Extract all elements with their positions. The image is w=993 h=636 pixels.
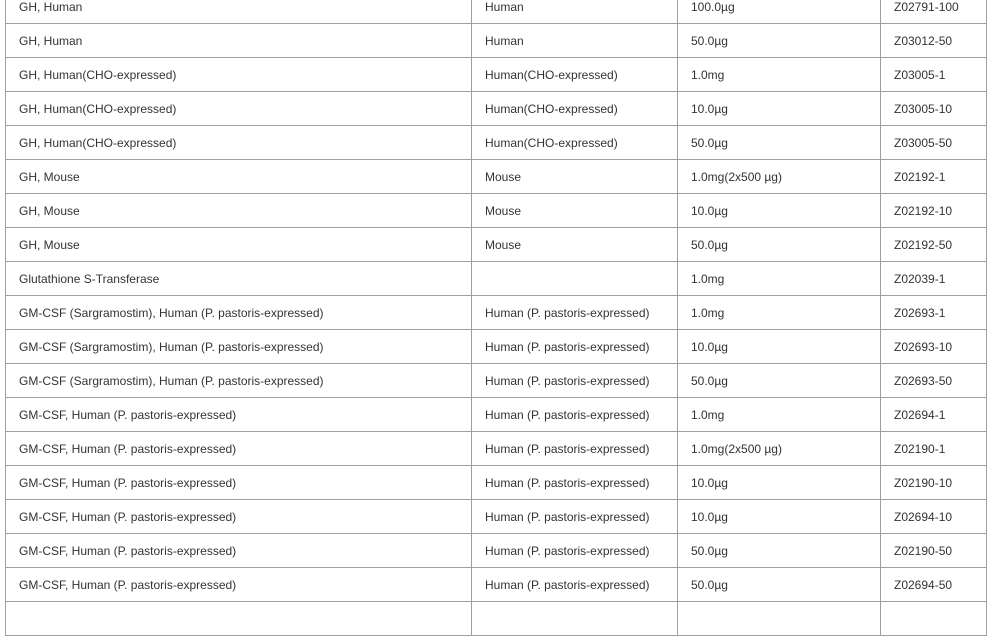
species-cell: Human(CHO-expressed) [472,58,678,92]
table-row [6,24,987,58]
catalog-number-cell: Z02693-1 [881,296,987,330]
species-cell: Human(CHO-expressed) [472,126,678,160]
size-cell: 1.0mg [678,58,881,92]
table-row [6,58,987,92]
table-row [6,228,987,262]
table-row [6,330,987,364]
size-cell: 50.0µg [678,228,881,262]
size-cell: 1.0mg(2x500 µg) [678,432,881,466]
catalog-number-cell [881,602,987,636]
table-row [6,534,987,568]
species-cell: Human (P. pastoris-expressed) [472,568,678,602]
table-row [6,398,987,432]
size-cell [678,602,881,636]
catalog-number-cell: Z02192-10 [881,194,987,228]
table-row [6,194,987,228]
table-row [6,568,987,602]
product-name-cell: GM-CSF, Human (P. pastoris-expressed) [6,568,472,602]
product-name-cell [6,602,472,636]
size-cell: 1.0mg(2x500 µg) [678,160,881,194]
species-cell: Mouse [472,194,678,228]
catalog-number-cell: Z02791-100 [881,0,987,24]
table-row [6,0,987,24]
catalog-number-cell: Z02693-50 [881,364,987,398]
product-name-cell: GH, Human(CHO-expressed) [6,92,472,126]
product-name-cell: GH, Human(CHO-expressed) [6,58,472,92]
species-cell: Human (P. pastoris-expressed) [472,500,678,534]
species-cell: Human (P. pastoris-expressed) [472,534,678,568]
catalog-number-cell: Z02694-50 [881,568,987,602]
size-cell: 50.0µg [678,126,881,160]
catalog-number-cell: Z02190-10 [881,466,987,500]
size-cell: 100.0µg [678,0,881,24]
species-cell: Human (P. pastoris-expressed) [472,296,678,330]
species-cell: Mouse [472,160,678,194]
product-name-cell: GM-CSF (Sargramostim), Human (P. pastoris-expressed) [6,330,472,364]
species-cell: Mouse [472,228,678,262]
catalog-number-cell: Z03005-50 [881,126,987,160]
catalog-number-cell: Z02190-1 [881,432,987,466]
size-cell: 10.0µg [678,466,881,500]
product-table-body [6,0,987,636]
product-name-cell: GM-CSF, Human (P. pastoris-expressed) [6,398,472,432]
product-name-cell: GM-CSF, Human (P. pastoris-expressed) [6,500,472,534]
catalog-number-cell: Z02039-1 [881,262,987,296]
size-cell: 1.0mg [678,296,881,330]
species-cell: Human (P. pastoris-expressed) [472,466,678,500]
species-cell: Human [472,0,678,24]
size-cell: 1.0mg [678,398,881,432]
catalog-number-cell: Z02694-10 [881,500,987,534]
catalog-number-cell: Z02693-10 [881,330,987,364]
product-name-cell: Glutathione S-Transferase [6,262,472,296]
table-row [6,160,987,194]
size-cell: 50.0µg [678,568,881,602]
catalog-number-cell: Z03005-1 [881,58,987,92]
species-cell [472,262,678,296]
size-cell: 10.0µg [678,92,881,126]
species-cell: Human (P. pastoris-expressed) [472,432,678,466]
size-cell: 50.0µg [678,364,881,398]
product-name-cell: GM-CSF, Human (P. pastoris-expressed) [6,534,472,568]
species-cell: Human(CHO-expressed) [472,92,678,126]
table-row [6,296,987,330]
species-cell: Human (P. pastoris-expressed) [472,364,678,398]
product-name-cell: GH, Mouse [6,194,472,228]
species-cell: Human [472,24,678,58]
product-table [5,0,987,636]
catalog-number-cell: Z02694-1 [881,398,987,432]
table-row [6,92,987,126]
product-name-cell: GH, Human(CHO-expressed) [6,126,472,160]
table-row [6,466,987,500]
table-row [6,500,987,534]
catalog-number-cell: Z02192-50 [881,228,987,262]
size-cell: 10.0µg [678,500,881,534]
product-name-cell: GH, Mouse [6,228,472,262]
size-cell: 50.0µg [678,534,881,568]
size-cell: 10.0µg [678,330,881,364]
product-name-cell: GM-CSF, Human (P. pastoris-expressed) [6,466,472,500]
product-name-cell: GH, Mouse [6,160,472,194]
catalog-number-cell: Z02192-1 [881,160,987,194]
catalog-number-cell: Z03005-10 [881,92,987,126]
table-row [6,432,987,466]
product-name-cell: GM-CSF (Sargramostim), Human (P. pastoris-expressed) [6,364,472,398]
product-name-cell: GH, Human [6,0,472,24]
product-table-container [5,0,986,636]
product-name-cell: GH, Human [6,24,472,58]
size-cell: 50.0µg [678,24,881,58]
species-cell: Human (P. pastoris-expressed) [472,330,678,364]
table-row [6,262,987,296]
product-name-cell: GM-CSF, Human (P. pastoris-expressed) [6,432,472,466]
table-row [6,126,987,160]
catalog-number-cell: Z02190-50 [881,534,987,568]
product-name-cell: GM-CSF (Sargramostim), Human (P. pastoris-expressed) [6,296,472,330]
catalog-number-cell: Z03012-50 [881,24,987,58]
table-row [6,364,987,398]
table-row [6,602,987,636]
size-cell: 1.0mg [678,262,881,296]
size-cell: 10.0µg [678,194,881,228]
species-cell: Human (P. pastoris-expressed) [472,398,678,432]
species-cell [472,602,678,636]
